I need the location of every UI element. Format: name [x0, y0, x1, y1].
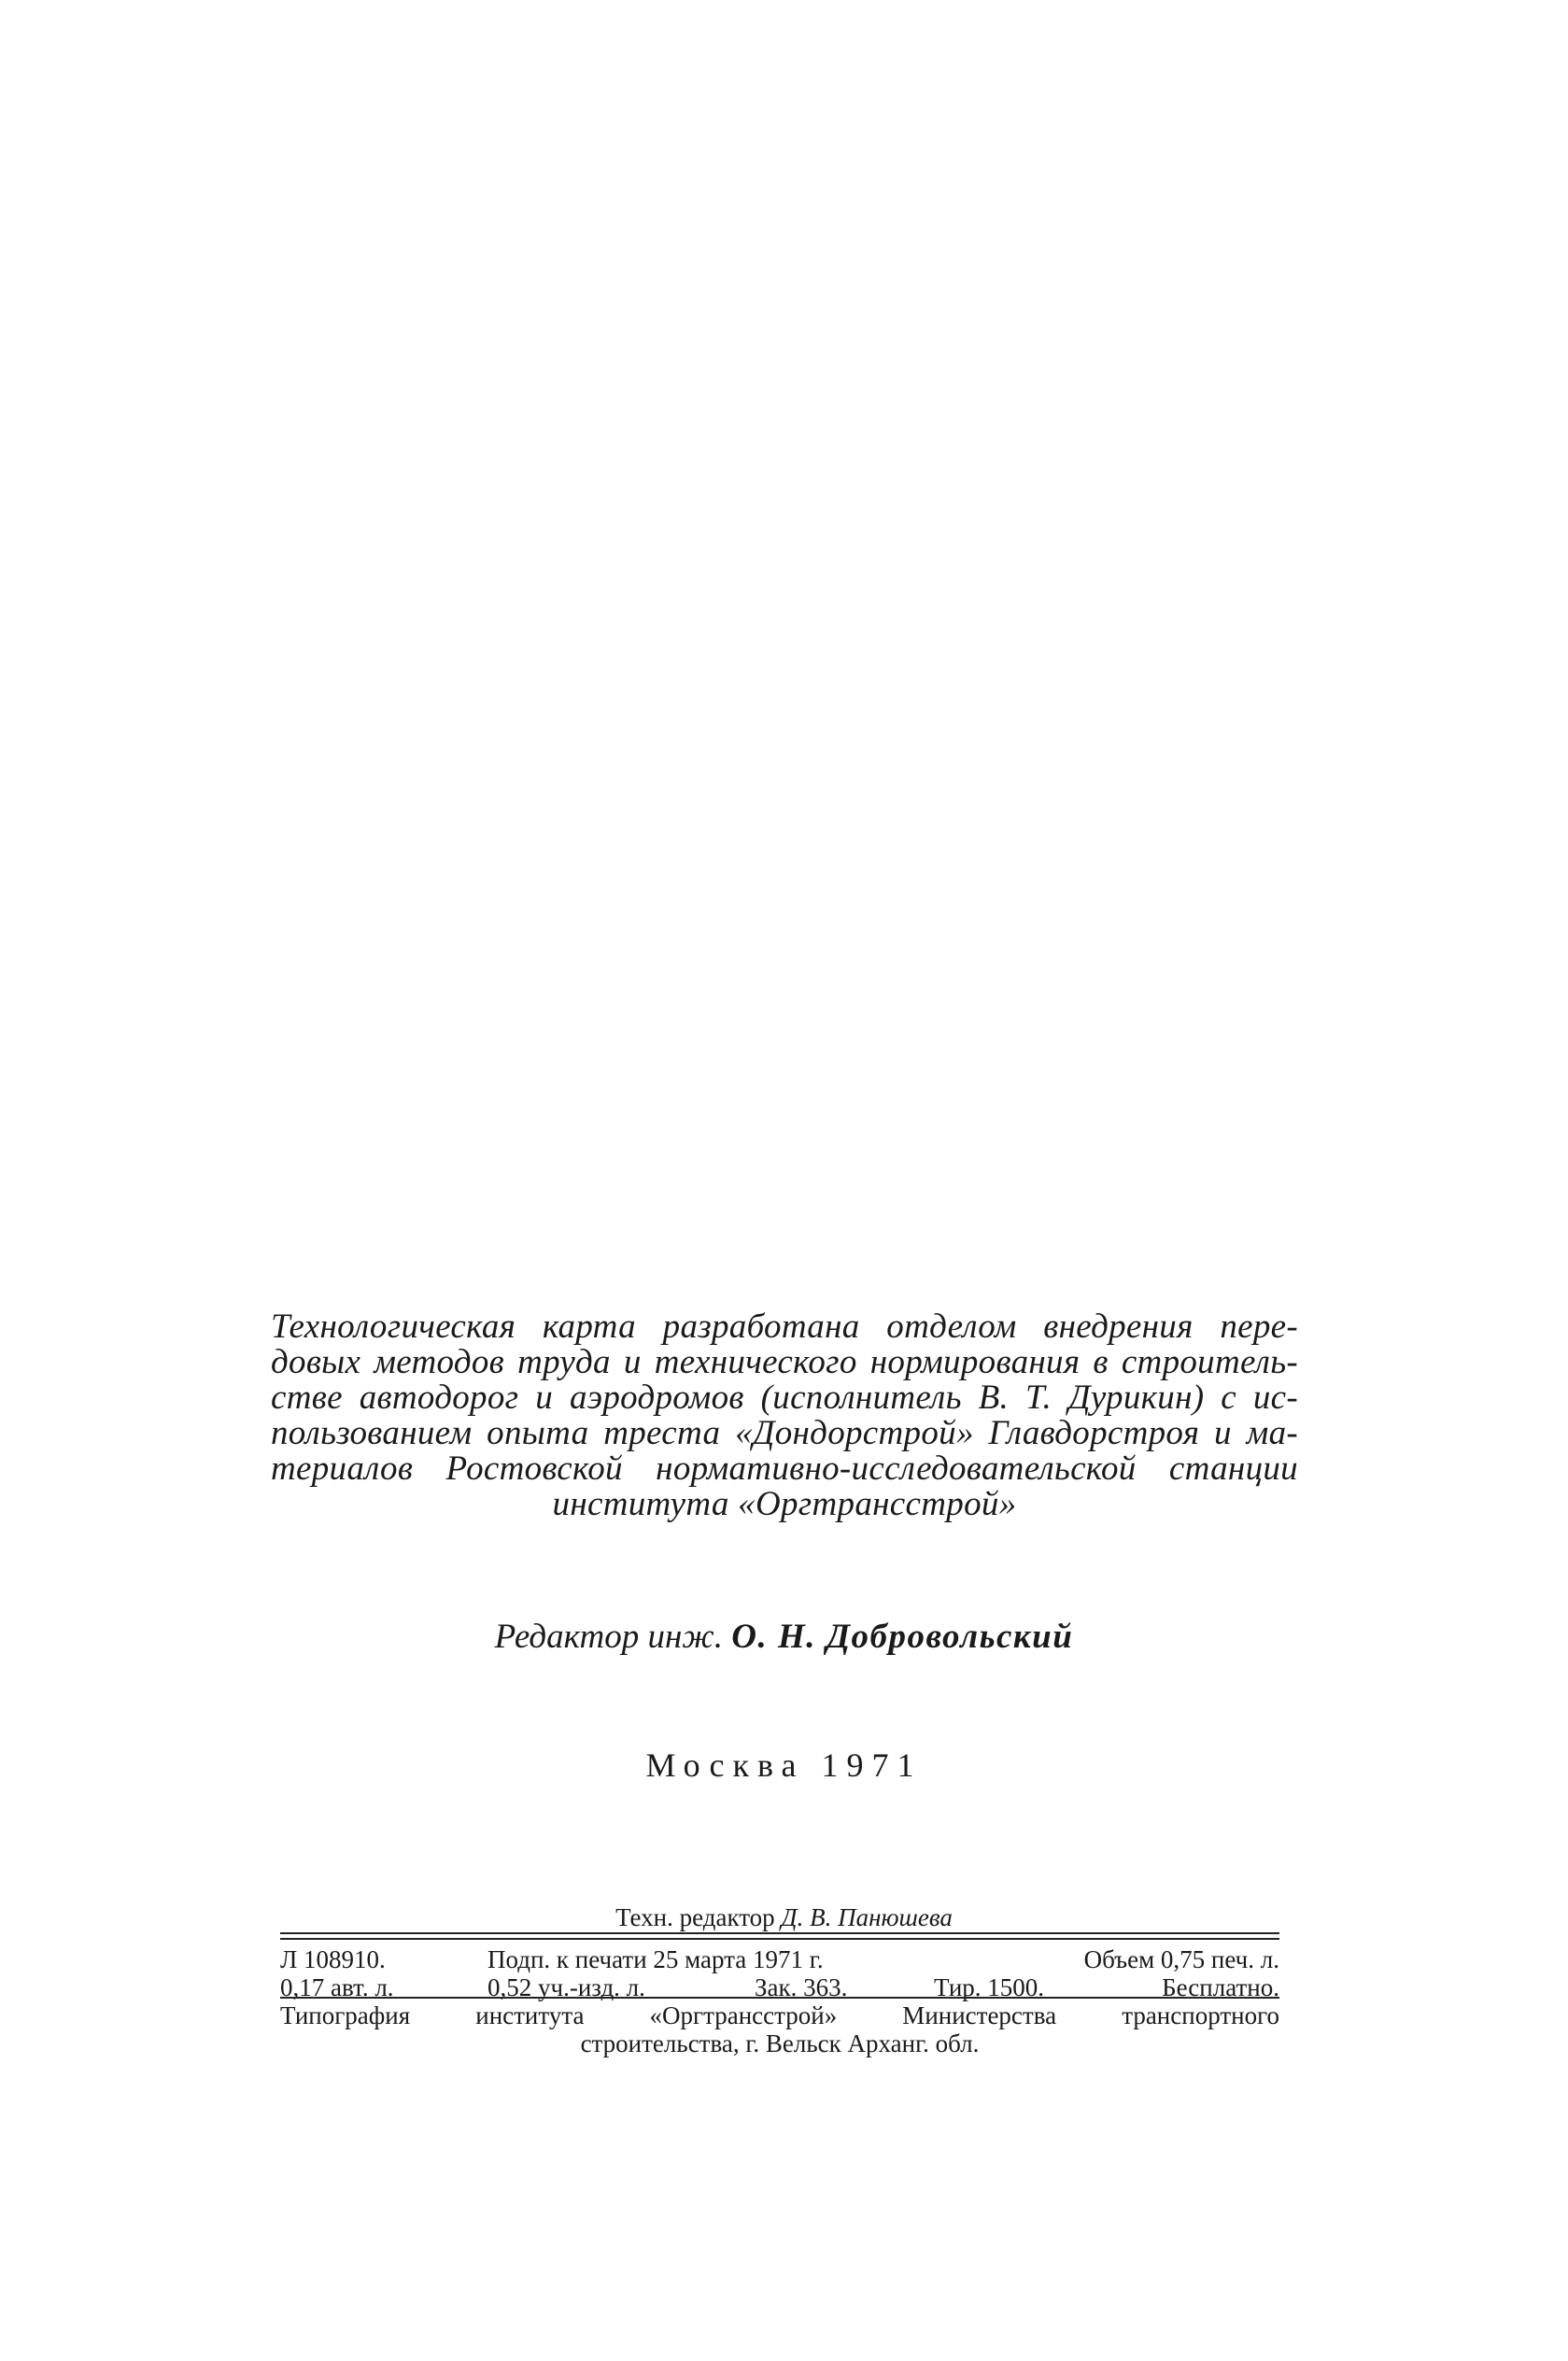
imprint-volume: Объем 0,75 печ. л.: [1083, 1945, 1279, 1973]
credit-line: института «Оргтрансстрой»: [552, 1485, 1017, 1523]
credit-line: Технологическая карта разработана отделом внедрения пере-: [271, 1308, 1298, 1346]
printer-line: Типография института «Оргтрансстрой» Министерства транспортного: [280, 2001, 1279, 2029]
editor-label: Редактор инж.: [494, 1618, 723, 1656]
imprint-code: Л 108910.: [280, 1945, 386, 1973]
imprint-publisher-sheets: 0,52 уч.-изд. л.: [487, 1973, 645, 2001]
printer-imprint: [280, 2001, 1279, 2057]
credit-line: пользованием опыта треста «Дондорстрой» Главдорстроя и ма-: [271, 1414, 1298, 1452]
imprint-print-run: Тир. 1500.: [934, 1973, 1045, 2001]
credit-paragraph: [271, 1309, 1298, 1522]
imprint-order: Зак. 363.: [755, 1973, 848, 2001]
tech-editor-label: Техн. редактор: [615, 1903, 775, 1931]
editor-credit: [0, 1617, 1568, 1658]
bottom-rule: [280, 1997, 1279, 1999]
editor-name: О. Н. Добровольский: [731, 1618, 1074, 1656]
credit-line: стве автодорог и аэродромов (исполнитель В. Т. Дурикин) с ис-: [271, 1378, 1298, 1417]
imprint-signed-date: Подп. к печати 25 марта 1971 г.: [487, 1945, 824, 1973]
tech-editor-name: Д. В. Панюшева: [781, 1903, 953, 1931]
printer-line: строительства, г. Вельск Арханг. обл.: [580, 2029, 980, 2057]
top-double-rule: [280, 1932, 1279, 1940]
credit-line: довых методов труда и технического нормирования в строитель-: [271, 1343, 1298, 1381]
credit-line: териалов Ростовской нормативно-исследовательской станции: [271, 1449, 1298, 1488]
tech-editor-credit: [0, 1902, 1568, 1932]
imprint-author-sheets: 0,17 авт. л.: [280, 1973, 394, 2001]
imprint-price: Бесплатно.: [1162, 1973, 1279, 2001]
city-year: Москва 1971: [645, 1746, 923, 1784]
